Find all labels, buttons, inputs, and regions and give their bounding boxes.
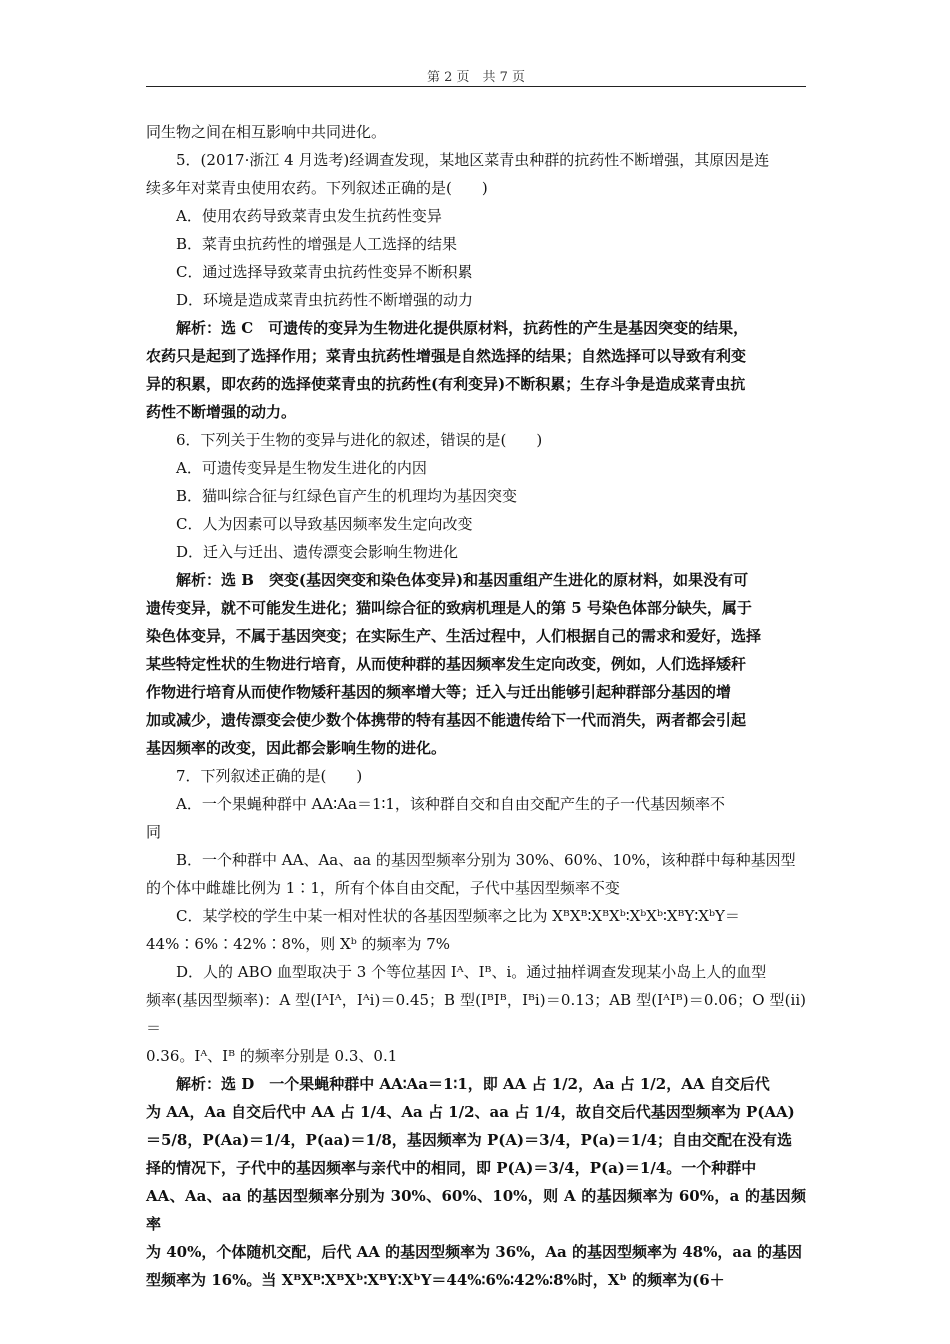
question-5-analysis-line-1: 解析：选 C 可遗传的变异为生物进化提供原材料，抗药性的产生是基因突变的结果， xyxy=(176,319,749,337)
question-6-analysis-line-4: 某些特定性状的生物进行培育，从而使种群的基因频率发生定向改变，例如，人们选择矮秆 xyxy=(146,655,747,673)
header-rule xyxy=(146,86,806,87)
question-7-analysis-line-3: ＝5/8，P(Aa)＝1/4，P(aa)＝1/8，基因频率为 P(A)＝3/4，P(a)＝1/4；自由交配在没有选 xyxy=(146,1131,793,1149)
question-6-analysis-line-6: 加或减少，遗传漂变会使少数个体携带的特有基因不能遗传给下一代而消失，两者都会引起 xyxy=(146,711,747,729)
question-6-option-c: C．人为因素可以导致基因频率发生定向改变 xyxy=(176,515,473,533)
question-7-option-d-line-3: 0.36。Iᴬ、Iᴮ 的频率分别是 0.3、0.1 xyxy=(146,1047,398,1065)
question-6-stem: 6．下列关于生物的变异与进化的叙述，错误的是( ) xyxy=(176,431,543,449)
question-7-option-c-line-2: 44%∶6%∶42%∶8%，则 Xᵇ 的频率为 7% xyxy=(146,935,451,953)
question-6-analysis-line-7: 基因频率的改变，因此都会影响生物的进化。 xyxy=(146,739,447,757)
question-5-analysis-line-3: 异的积累，即农药的选择使菜青虫的抗药性(有利变异)不断积累；生存斗争是造成菜青虫抗 xyxy=(146,375,746,393)
question-7-option-b-line-2: 的个体中雌雄比例为 1∶1，所有个体自由交配，子代中基因型频率不变 xyxy=(146,879,620,897)
question-7-option-a-line-1: A．一个果蝇种群中 AA∶Aa＝1∶1，该种群自交和自由交配产生的子一代基因频率不 xyxy=(176,795,725,813)
question-6-analysis-line-2: 遗传变异，就不可能发生进化；猫叫综合征的致病机理是人的第 5 号染色体部分缺失，属于 xyxy=(146,599,752,617)
question-7-analysis-line-7: 型频率为 16%。当 XᴮXᴮ∶XᴮXᵇ∶XᴮY∶XᵇY＝44%∶6%∶42%∶8%时，Xᵇ 的频率为(6＋ xyxy=(146,1271,725,1289)
question-7-analysis-line-4: 择的情况下，子代中的基因频率与亲代中的相同，即 P(A)＝3/4，P(a)＝1/4。一个种群中 xyxy=(146,1159,757,1177)
question-7-analysis-line-6: 为 40%，个体随机交配，后代 AA 的基因型频率为 36%，Aa 的基因型频率为 48%，aa 的基因 xyxy=(146,1243,803,1261)
question-7-analysis-line-5: AA、Aa、aa 的基因型频率分别为 30%、60%、10%，则 A 的基因频率为 60%，a 的基因频率 xyxy=(146,1187,806,1233)
question-7-option-d-line-2: 频率(基因型频率)：A 型(IᴬIᴬ，Iᴬi)＝0.45；B 型(IᴮIᴮ，Iᴮi)＝0.13；AB 型(IᴬIᴮ)＝0.06；O 型(ii)＝ xyxy=(146,991,806,1037)
text-line-1: 同生物之间在相互影响中共同进化。 xyxy=(146,123,387,141)
question-5-analysis-line-2: 农药只是起到了选择作用；菜青虫抗药性增强是自然选择的结果；自然选择可以导致有利变 xyxy=(146,347,747,365)
question-6-option-b: B．猫叫综合征与红绿色盲产生的机理均为基因突变 xyxy=(176,487,518,505)
question-5-option-a: A．使用农药导致菜青虫发生抗药性变异 xyxy=(176,207,442,225)
question-6-analysis-line-3: 染色体变异，不属于基因突变；在实际生产、生活过程中，人们根据自己的需求和爱好，选择 xyxy=(146,627,762,645)
question-6-option-a: A．可遗传变异是生物发生进化的内因 xyxy=(176,459,427,477)
question-5-analysis-line-4: 药性不断增强的动力。 xyxy=(146,403,297,421)
question-7-option-c-line-1: C．某学校的学生中某一相对性状的各基因型频率之比为 XᴮXᴮ∶XᴮXᵇ∶XᵇXᵇ∶XᴮY∶XᵇY＝ xyxy=(176,907,740,925)
question-6-option-d: D．迁入与迁出、遗传漂变会影响生物进化 xyxy=(176,543,459,561)
question-7-option-d-line-1: D．人的 ABO 血型取决于 3 个等位基因 Iᴬ、Iᴮ、i。通过抽样调查发现某小岛上人的血型 xyxy=(176,963,767,981)
question-5-option-d: D．环境是造成菜青虫抗药性不断增强的动力 xyxy=(176,291,474,309)
question-7-analysis-line-2: 为 AA，Aa 自交后代中 AA 占 1/4、Aa 占 1/2、aa 占 1/4，故自交后代基因型频率为 P(AA) xyxy=(146,1103,795,1121)
page-header: 第 2 页 共 7 页 xyxy=(426,70,526,85)
question-6-analysis-line-1: 解析：选 B 突变(基因突变和染色体变异)和基因重组产生进化的原材料，如果没有可 xyxy=(176,571,749,589)
question-7-stem: 7．下列叙述正确的是( ) xyxy=(176,767,363,785)
question-5-option-c: C．通过选择导致菜青虫抗药性变异不断积累 xyxy=(176,263,473,281)
question-5-stem-line-2: 续多年对菜青虫使用农药。下列叙述正确的是( ) xyxy=(146,179,488,197)
question-5-stem-line-1: 5．(2017·浙江 4 月选考)经调查发现，某地区菜青虫种群的抗药性不断增强，其原因是连 xyxy=(176,151,770,169)
question-7-option-b-line-1: B．一个种群中 AA、Aa、aa 的基因型频率分别为 30%、60%、10%，该种群中每种基因型 xyxy=(176,851,796,869)
question-7-option-a-line-2: 同 xyxy=(146,823,162,841)
question-6-analysis-line-5: 作物进行培育从而使作物矮秆基因的频率增大等；迁入与迁出能够引起种群部分基因的增 xyxy=(146,683,732,701)
question-7-analysis-line-1: 解析：选 D 一个果蝇种群中 AA∶Aa＝1∶1，即 AA 占 1/2，Aa 占 1/2，AA 自交后代 xyxy=(176,1075,770,1093)
document-body xyxy=(146,118,806,1294)
question-5-option-b: B．菜青虫抗药性的增强是人工选择的结果 xyxy=(176,235,458,253)
